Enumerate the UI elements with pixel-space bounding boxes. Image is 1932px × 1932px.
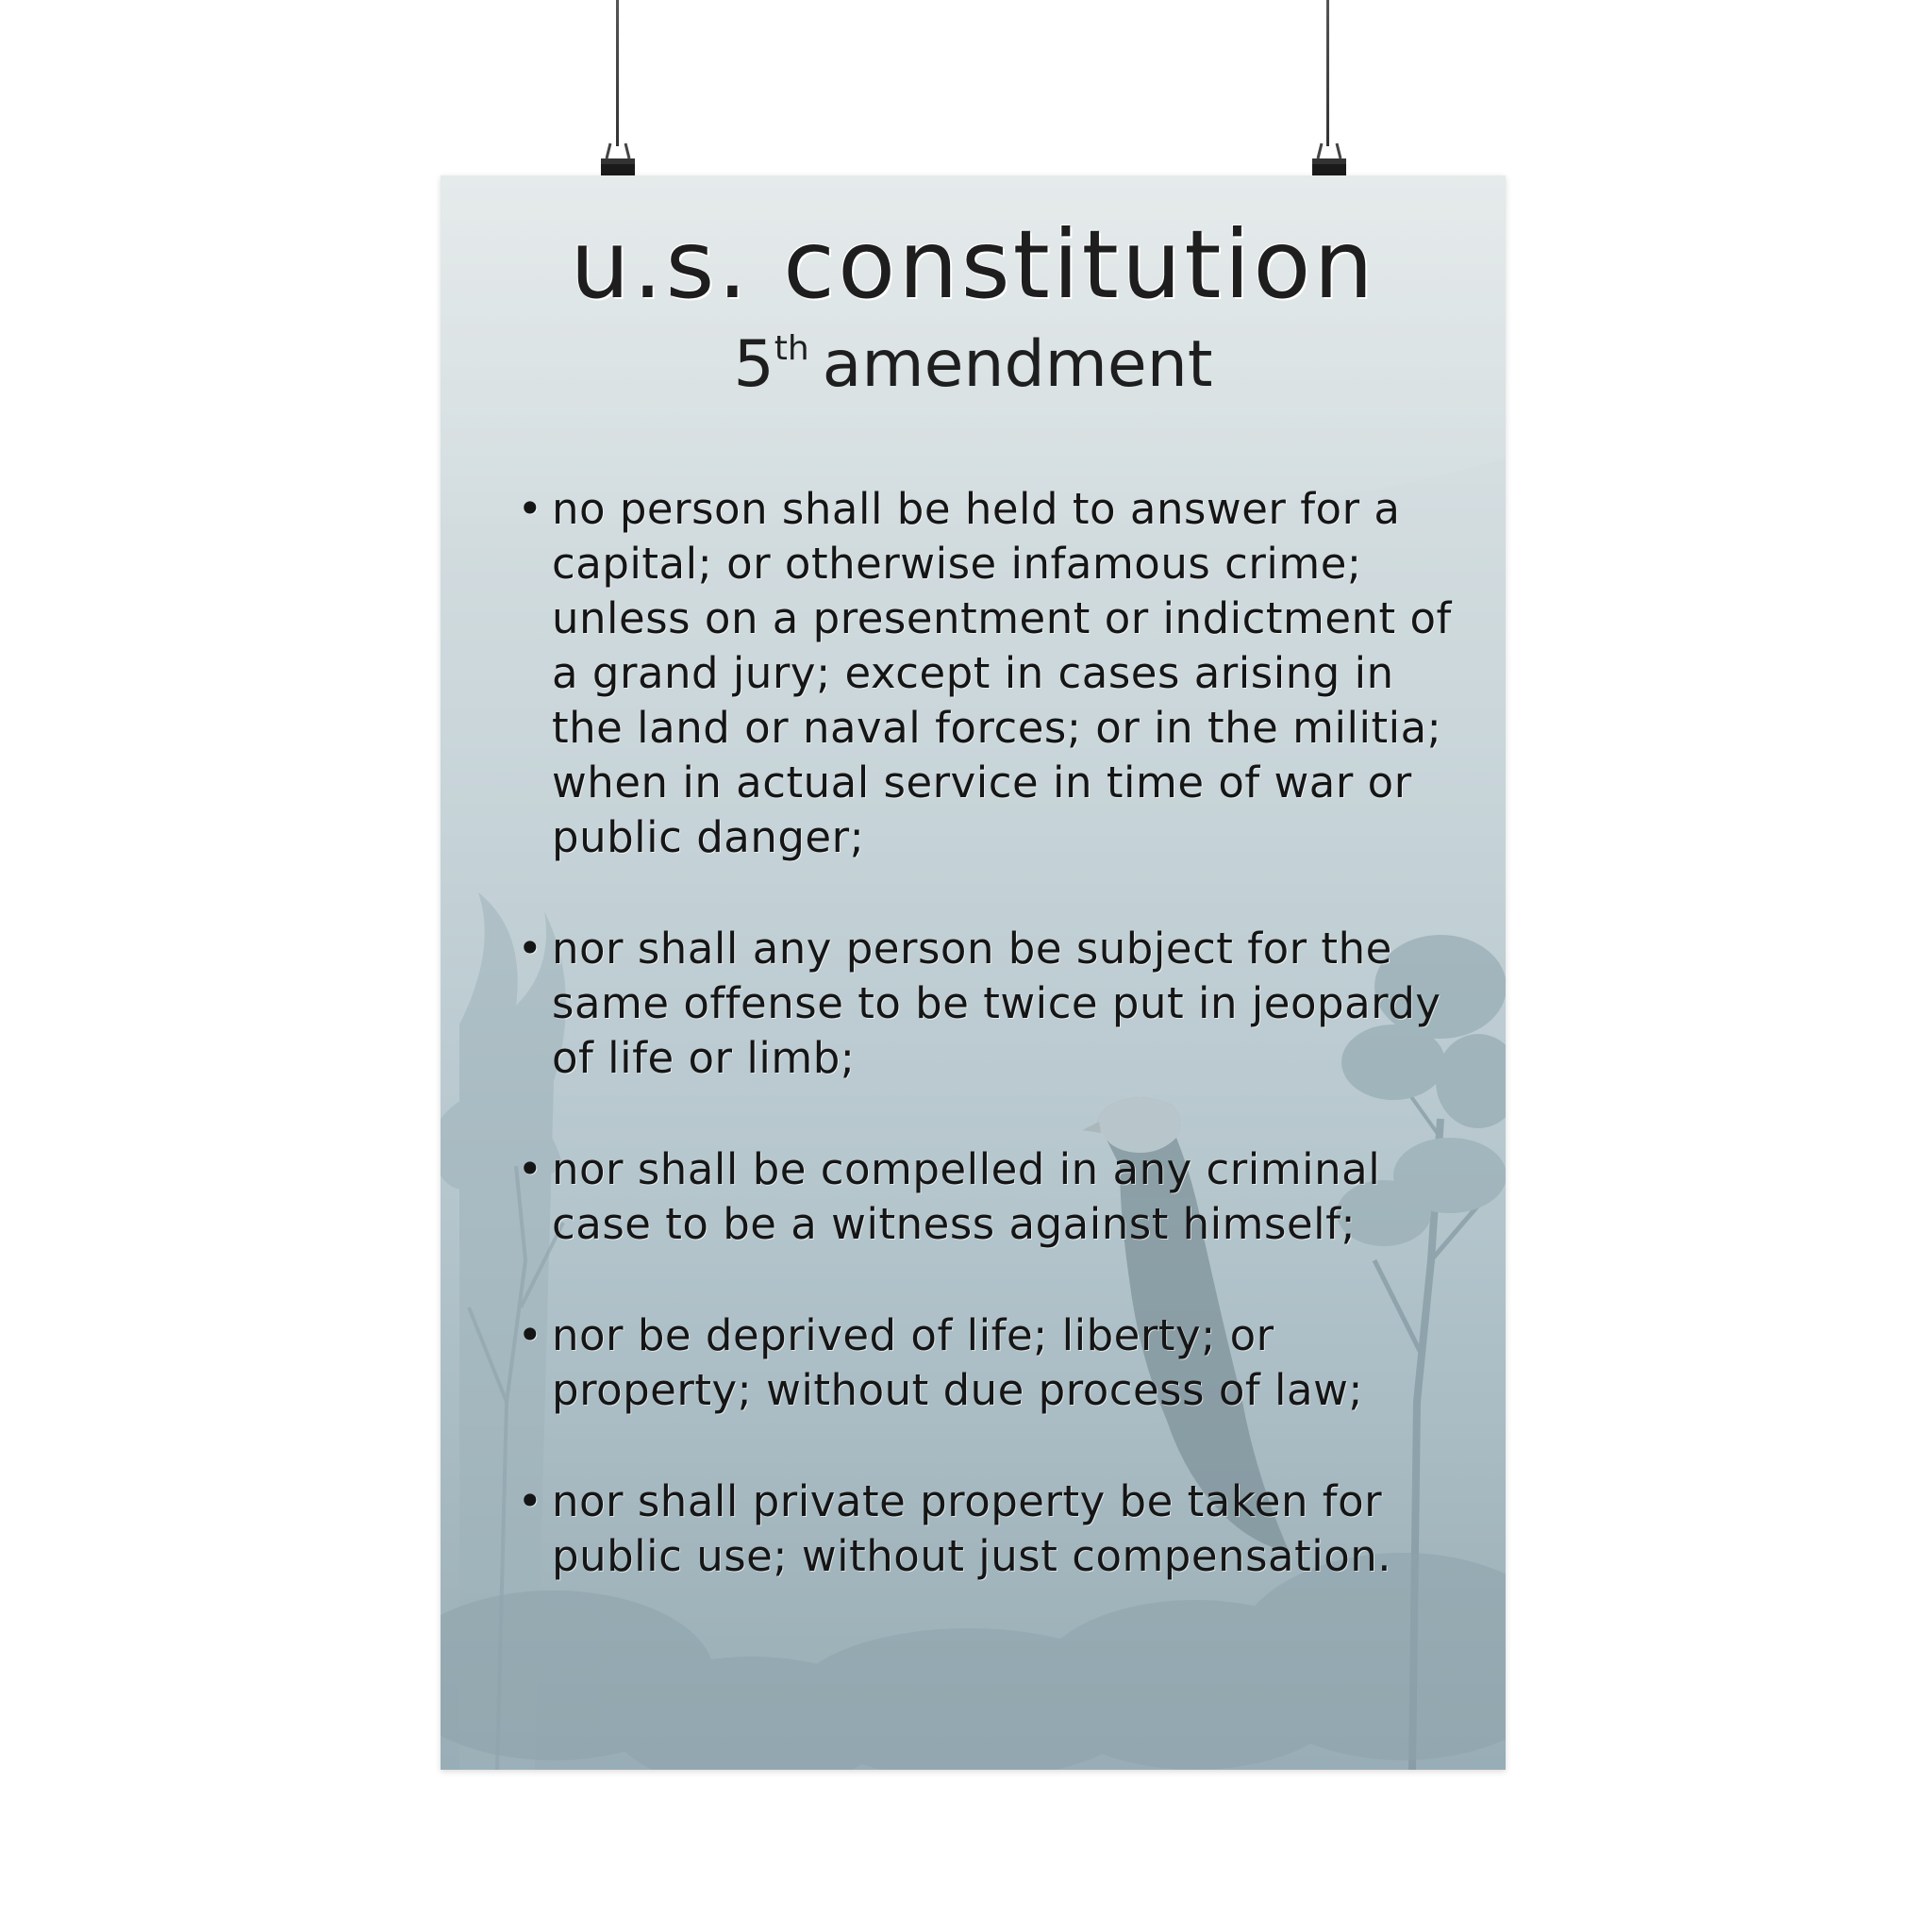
amendment-clauses bbox=[516, 482, 1478, 1584]
bullet-icon: • bbox=[517, 484, 543, 534]
clause-text: no person shall be held to answer for a capital; or otherwise infamous crime; unless on a presentment or indictment of a grand jury; except in cases arising in the land or naval forces; or in the militia; when in actual service in time of war or public danger; bbox=[552, 484, 1452, 862]
bullet-icon: • bbox=[517, 924, 543, 974]
amendment-ordinal-suffix: th bbox=[774, 329, 809, 368]
list-item bbox=[516, 1142, 1478, 1252]
poster bbox=[441, 175, 1506, 1770]
list-item bbox=[516, 482, 1478, 865]
amendment-word: amendment bbox=[822, 327, 1213, 402]
hanging-wire-right bbox=[1326, 0, 1329, 146]
list-item bbox=[516, 1474, 1478, 1584]
amendment-number: 5 bbox=[733, 327, 774, 402]
clause-text: nor shall private property be taken for public use; without just compensation. bbox=[552, 1476, 1392, 1581]
list-item bbox=[516, 1308, 1478, 1418]
bullet-icon: • bbox=[517, 1310, 543, 1360]
poster-title: u.s. constitution bbox=[570, 209, 1376, 320]
poster-content bbox=[441, 175, 1506, 1770]
poster-subtitle bbox=[441, 326, 1506, 404]
list-item bbox=[516, 922, 1478, 1086]
bullet-icon: • bbox=[517, 1144, 543, 1194]
hanging-wire-left bbox=[616, 0, 619, 146]
clause-text: nor be deprived of life; liberty; or property; without due process of law; bbox=[552, 1310, 1364, 1415]
clause-text: nor shall any person be subject for the same offense to be twice put in jeopardy of life or limb; bbox=[552, 924, 1441, 1083]
bullet-icon: • bbox=[517, 1476, 543, 1526]
clause-text: nor shall be compelled in any criminal case to be a witness against himself; bbox=[552, 1144, 1381, 1249]
